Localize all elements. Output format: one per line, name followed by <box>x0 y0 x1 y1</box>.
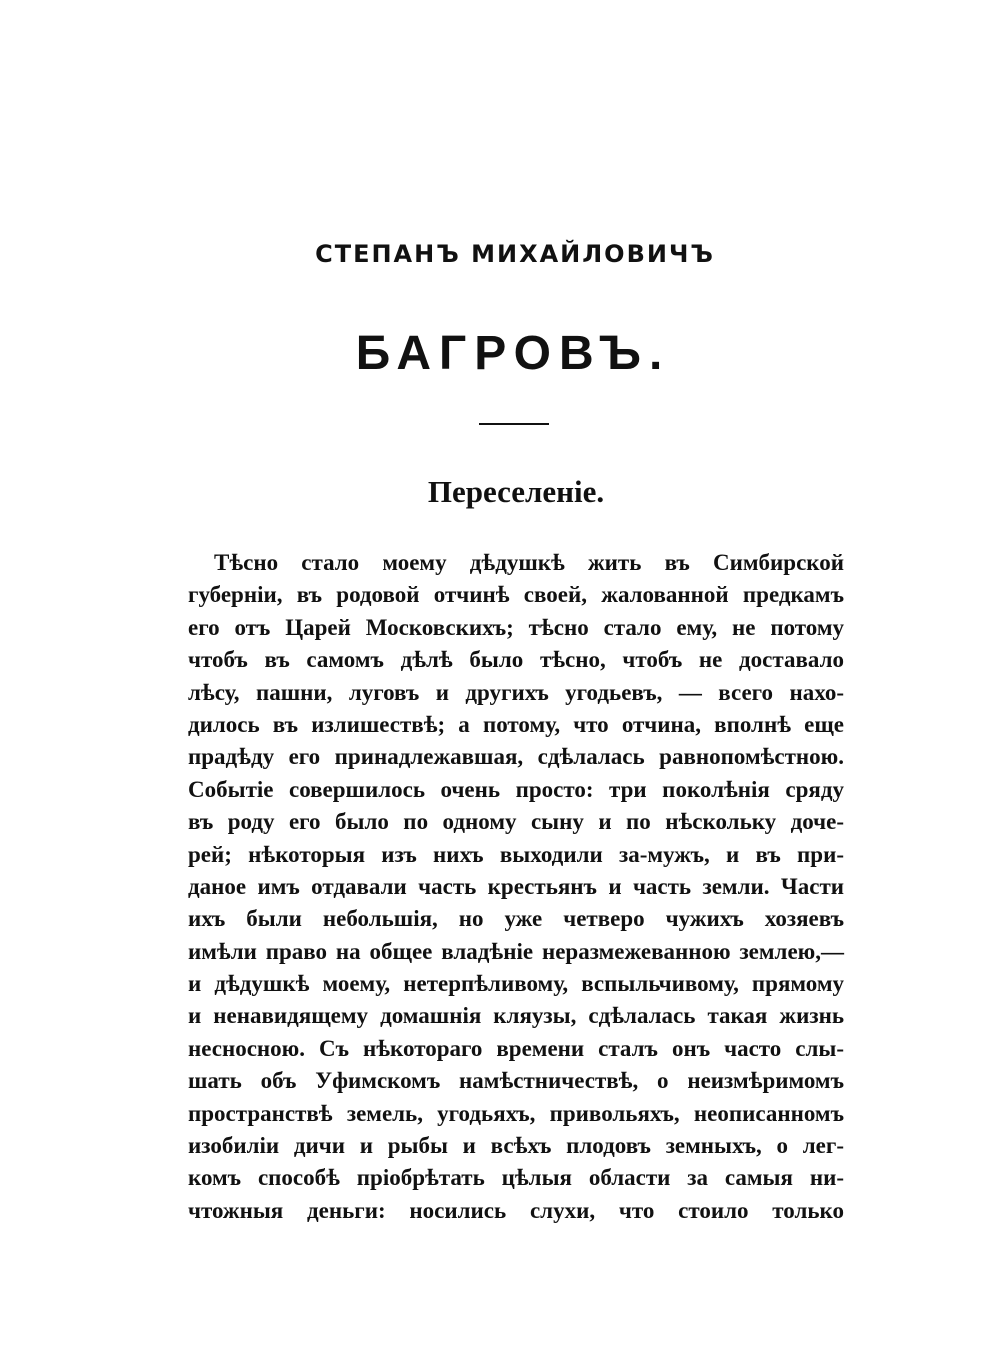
surname-heading: БАГРОВЪ. <box>355 327 671 380</box>
text-line: дилось въ излишествѣ; а потому, что отчина, вполнѣ еще <box>188 711 844 737</box>
divider-rule <box>479 423 549 425</box>
text-line: Тѣсно стало моему дѣдушкѣ жить въ Симбирской <box>214 550 844 575</box>
text-line: пространствѣ земель, угодьяхъ, привольяхъ, неописанномъ <box>188 1100 844 1126</box>
text-line: губерніи, въ родовой отчинѣ своей, жалованной предкамъ <box>188 582 844 608</box>
text-line: его отъ Царей Московскихъ; тѣсно стало ему, не потому <box>188 614 844 640</box>
text-line: шать объ Уфимскомъ намѣстничествѣ, о неизмѣримомъ <box>188 1068 844 1094</box>
text-line: чтобъ въ самомъ дѣлѣ было тѣсно, чтобъ не доставало <box>188 647 844 673</box>
section-title: Переселеніе. <box>427 474 605 509</box>
text-line: рей; нѣкоторыя изъ нихъ выходили за-мужъ, и въ при- <box>188 841 844 867</box>
text-line: Событіе совершилось очень просто: три поколѣнія сряду <box>188 776 844 802</box>
text-line: ихъ были небольшія, но уже четверо чужихъ хозяевъ <box>188 906 844 932</box>
text-line: имѣли право на общее владѣніе неразмежеванною землею,— <box>188 938 844 964</box>
author-name-heading: СТЕПАНЪ МИХАЙЛОВИЧЪ <box>315 240 715 268</box>
text-line: несносною. Съ нѣкотораго времени сталъ онъ часто слы- <box>188 1035 844 1061</box>
text-line: въ роду его было по одному сыну и по нѣскольку доче- <box>188 809 844 835</box>
text-line: изобиліи дичи и рыбы и всѣхъ плодовъ земныхъ, о лег- <box>188 1133 844 1159</box>
text-line: прадѣду его принадлежавшая, сдѣлалась равнопомѣстною. <box>188 744 844 770</box>
text-line: и ненавидящему домашнія кляузы, сдѣлалась такая жизнь <box>188 1003 844 1029</box>
text-line: комъ способѣ пріобрѣтать цѣлыя области за самыя ни- <box>188 1165 844 1191</box>
text-line: лѣсу, пашни, луговъ и другихъ угодьевъ, — всего нахо- <box>188 679 844 705</box>
body-paragraph <box>188 547 844 1227</box>
text-line: чтожныя деньги: носились слухи, что стоило только <box>188 1197 844 1223</box>
text-line: даное имъ отдавали часть крестьянъ и часть земли. Части <box>188 873 844 899</box>
text-line: и дѣдушкѣ моему, нетерпѣливому, вспыльчивому, прямому <box>188 971 844 997</box>
